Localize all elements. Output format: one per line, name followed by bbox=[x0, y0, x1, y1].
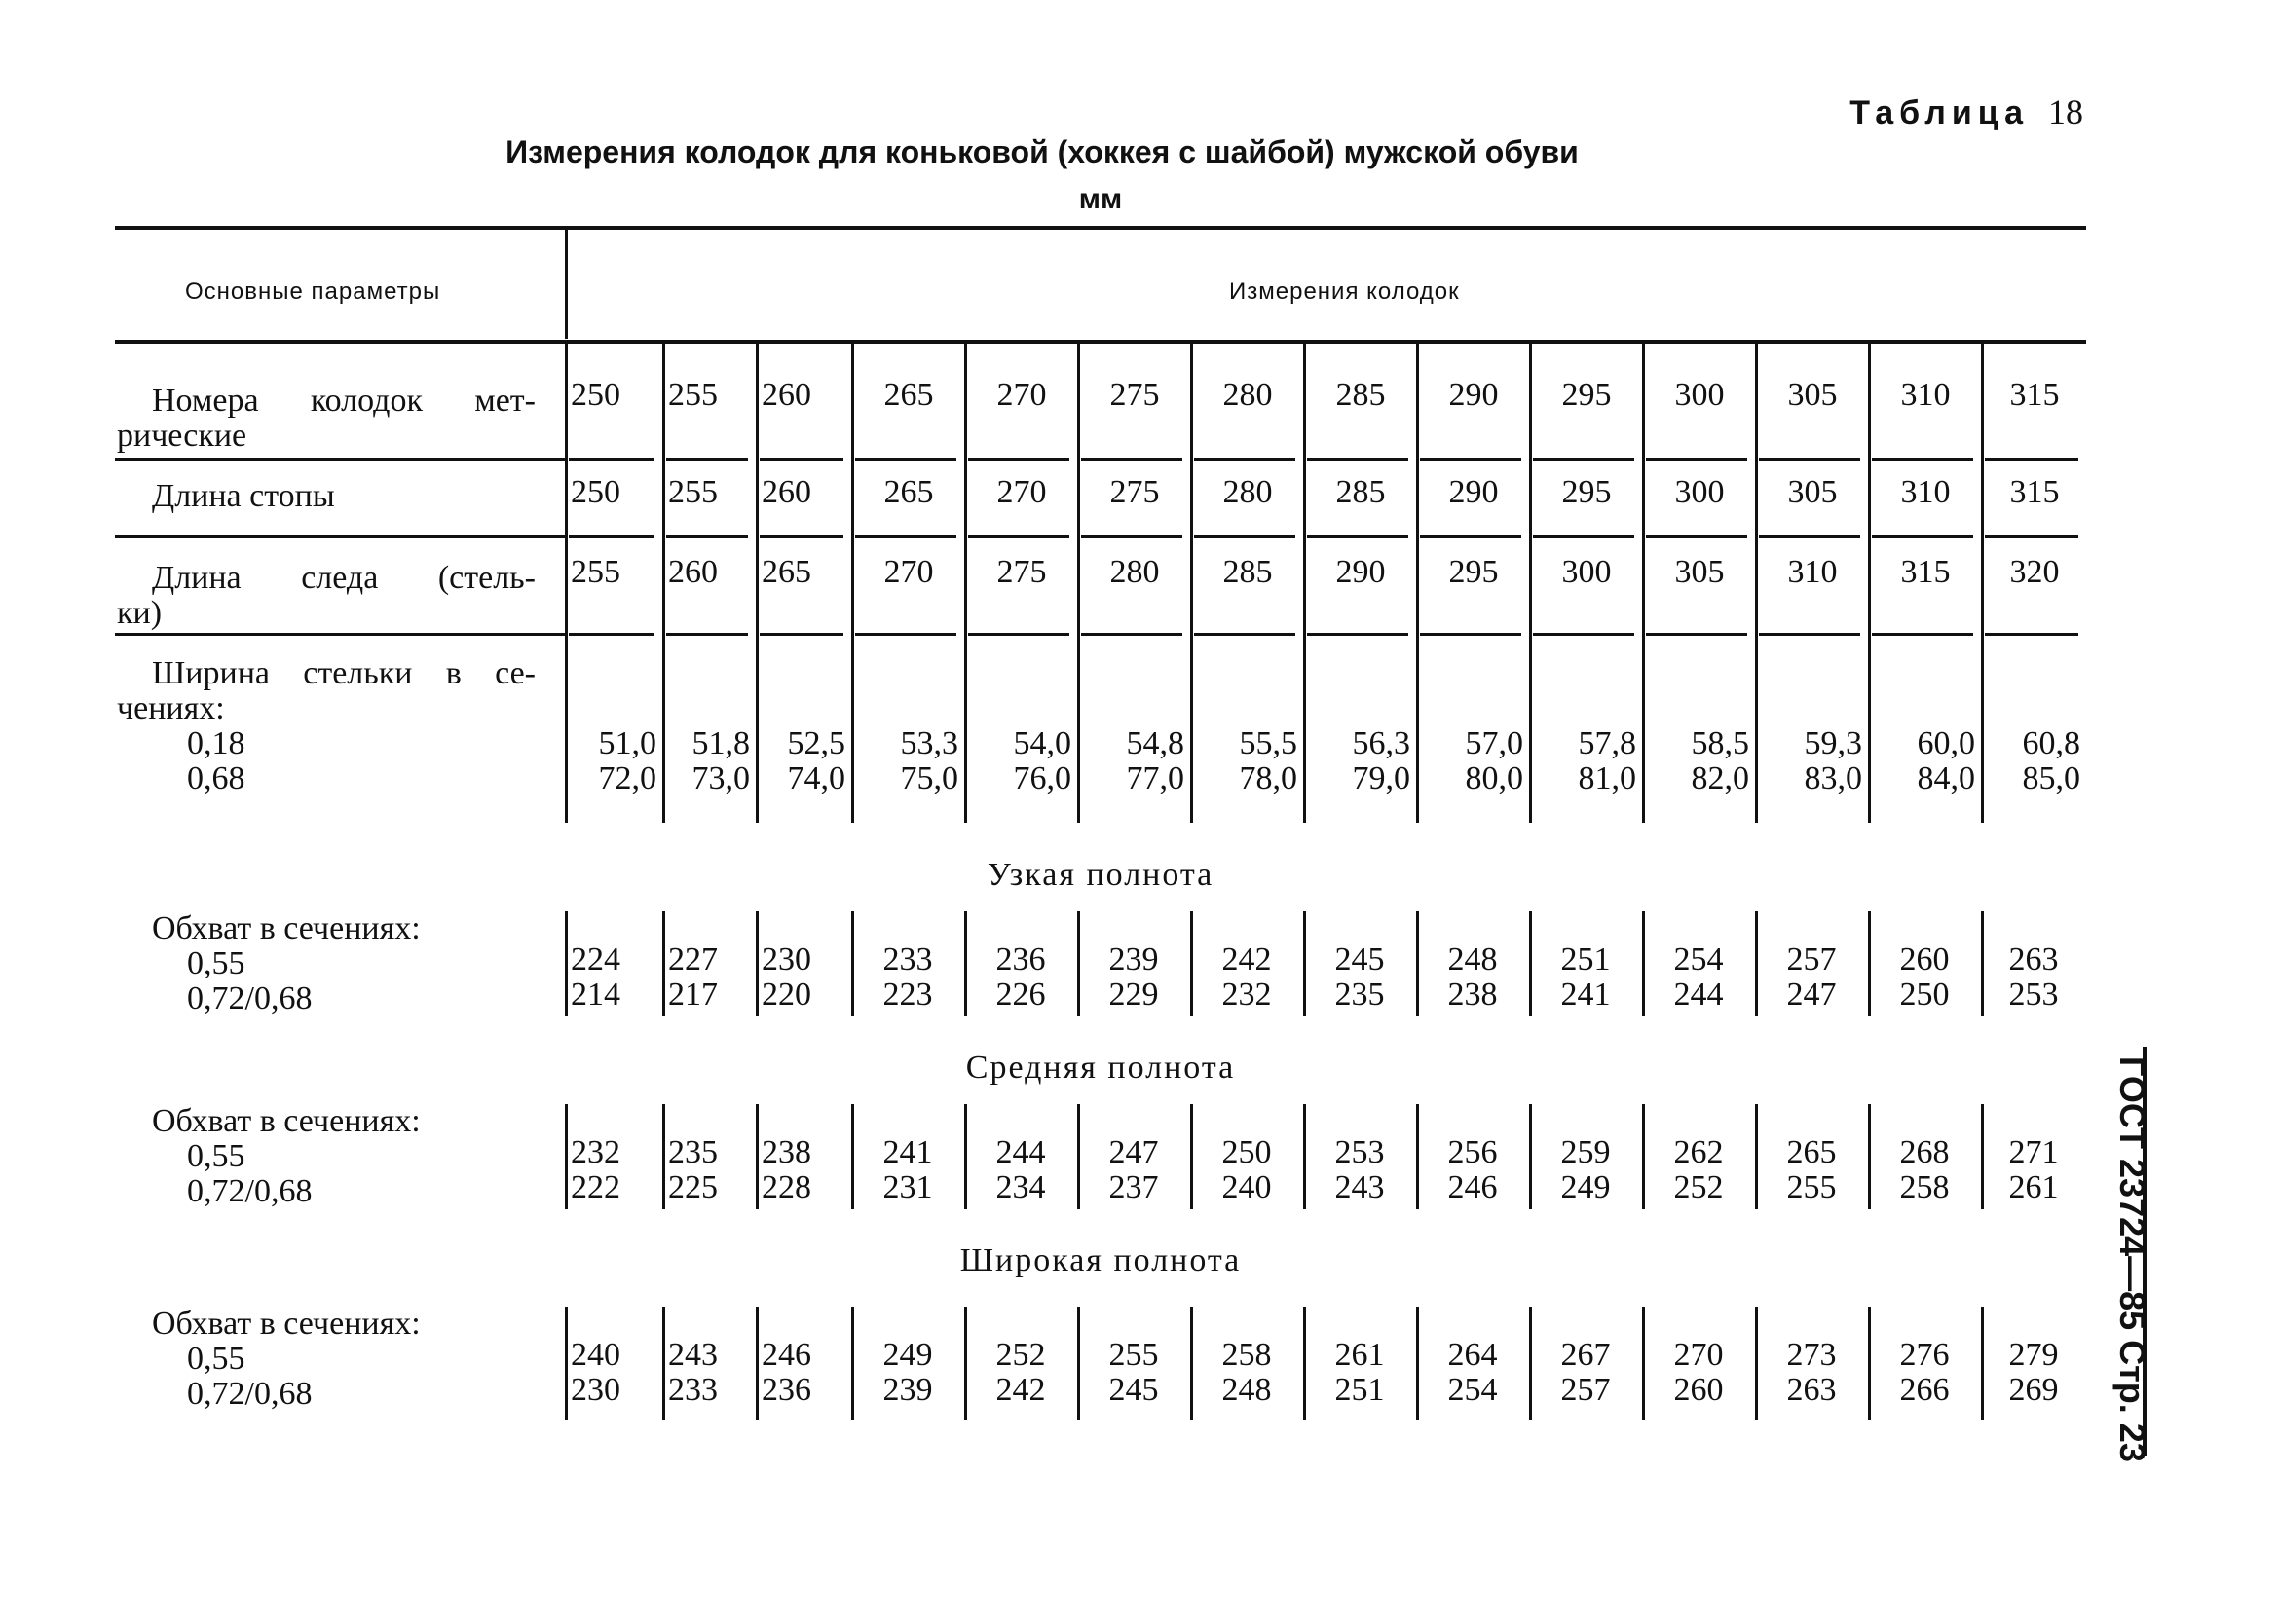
cell-value: 285 bbox=[1222, 554, 1273, 590]
row-rule bbox=[1646, 535, 1747, 538]
row-rule bbox=[666, 633, 748, 636]
column-divider bbox=[1303, 1104, 1306, 1209]
cell-value: 80,0 bbox=[1465, 760, 1523, 796]
cell-value: 214 bbox=[571, 977, 620, 1013]
row-rule bbox=[760, 535, 843, 538]
narrow-sub1: 0,55 bbox=[187, 945, 245, 981]
cell-value: 264 bbox=[1447, 1337, 1498, 1373]
column-divider bbox=[1190, 1104, 1193, 1209]
cell-value: 270 bbox=[1673, 1337, 1724, 1373]
cell-value: 268 bbox=[1899, 1134, 1950, 1170]
column-divider bbox=[662, 911, 665, 1016]
header-rule bbox=[115, 340, 2086, 344]
row-rule bbox=[1420, 535, 1521, 538]
column-divider bbox=[964, 1307, 967, 1420]
cell-value: 84,0 bbox=[1917, 760, 1975, 796]
nomera-line2: рические bbox=[117, 418, 247, 454]
table-label bbox=[1849, 92, 2083, 132]
section-title-wide: Широкая полнота bbox=[959, 1242, 1242, 1278]
cell-value: 257 bbox=[1786, 941, 1837, 978]
dlina-sleda-line2: ки) bbox=[117, 595, 163, 631]
cell-value: 78,0 bbox=[1239, 760, 1297, 796]
row-rule bbox=[1985, 458, 2078, 461]
cell-value: 252 bbox=[1673, 1169, 1724, 1205]
column-divider bbox=[1077, 911, 1080, 1016]
row-rule bbox=[1081, 458, 1182, 461]
row-rule bbox=[855, 535, 956, 538]
cell-value: 280 bbox=[1109, 554, 1160, 590]
cell-value: 252 bbox=[995, 1337, 1046, 1373]
row-rule bbox=[1872, 535, 1973, 538]
cell-value: 260 bbox=[668, 554, 718, 590]
cell-value: 263 bbox=[1786, 1372, 1837, 1408]
cell-value: 310 bbox=[1900, 474, 1951, 510]
side-note bbox=[2113, 1056, 2191, 1465]
cell-value: 280 bbox=[1222, 377, 1273, 413]
cell-value: 247 bbox=[1108, 1134, 1159, 1170]
shirina-sub2: 0,68 bbox=[187, 760, 245, 796]
table-caption: Измерения колодок для коньковой (хоккея с шайбой) мужской обуви bbox=[505, 134, 1579, 169]
column-divider bbox=[1190, 1307, 1193, 1420]
row-rule bbox=[855, 633, 956, 636]
cell-value: 230 bbox=[762, 941, 811, 978]
cell-value: 239 bbox=[882, 1372, 933, 1408]
column-divider bbox=[1868, 1307, 1871, 1420]
cell-value: 225 bbox=[668, 1169, 718, 1205]
row-rule bbox=[1194, 633, 1295, 636]
column-divider bbox=[565, 1307, 568, 1420]
cell-value: 249 bbox=[1560, 1169, 1611, 1205]
row-rule bbox=[1985, 633, 2078, 636]
cell-value: 257 bbox=[1560, 1372, 1611, 1408]
row-rule bbox=[1872, 458, 1973, 461]
cell-value: 233 bbox=[668, 1372, 718, 1408]
cell-value: 76,0 bbox=[1013, 760, 1071, 796]
cell-value: 230 bbox=[571, 1372, 620, 1408]
cell-value: 51,0 bbox=[598, 725, 656, 761]
section-title-narrow: Узкая полнота bbox=[987, 857, 1214, 893]
cell-value: 255 bbox=[571, 554, 620, 590]
column-divider bbox=[964, 1104, 967, 1209]
cell-value: 85,0 bbox=[2022, 760, 2080, 796]
column-divider bbox=[756, 911, 759, 1016]
shirina-sub1: 0,18 bbox=[187, 725, 245, 761]
header-measures: Измерения колодок bbox=[1229, 278, 1460, 305]
row-rule bbox=[1646, 633, 1747, 636]
cell-value: 235 bbox=[1334, 977, 1385, 1013]
row-rule bbox=[1533, 535, 1634, 538]
cell-value: 263 bbox=[2008, 941, 2059, 978]
cell-value: 300 bbox=[1561, 554, 1612, 590]
cell-value: 265 bbox=[883, 474, 934, 510]
column-divider bbox=[1190, 911, 1193, 1016]
cell-value: 236 bbox=[762, 1372, 811, 1408]
cell-value: 280 bbox=[1222, 474, 1273, 510]
table-number: 18 bbox=[2048, 92, 2083, 131]
narrow-sub2: 0,72/0,68 bbox=[187, 980, 313, 1016]
cell-value: 275 bbox=[996, 554, 1047, 590]
cell-value: 265 bbox=[883, 377, 934, 413]
cell-value: 260 bbox=[1899, 941, 1950, 978]
row-label-dlina-sleda bbox=[117, 561, 536, 631]
cell-value: 79,0 bbox=[1352, 760, 1410, 796]
row-rule bbox=[1307, 633, 1408, 636]
cell-value: 238 bbox=[1447, 977, 1498, 1013]
column-divider bbox=[1077, 1307, 1080, 1420]
cell-value: 250 bbox=[1221, 1134, 1272, 1170]
cell-value: 240 bbox=[571, 1337, 620, 1373]
cell-value: 243 bbox=[668, 1337, 718, 1373]
column-divider bbox=[662, 1104, 665, 1209]
cell-value: 279 bbox=[2008, 1337, 2059, 1373]
cell-value: 232 bbox=[571, 1134, 620, 1170]
cell-value: 59,3 bbox=[1804, 725, 1862, 761]
column-divider bbox=[1077, 1104, 1080, 1209]
row-rule bbox=[1985, 535, 2078, 538]
cell-value: 275 bbox=[1109, 377, 1160, 413]
cell-value: 60,0 bbox=[1917, 725, 1975, 761]
cell-value: 270 bbox=[996, 474, 1047, 510]
column-divider bbox=[1981, 1307, 1984, 1420]
cell-value: 266 bbox=[1899, 1372, 1950, 1408]
row-rule bbox=[1420, 633, 1521, 636]
column-divider bbox=[1981, 1104, 1984, 1209]
row-label-nomera bbox=[117, 384, 536, 454]
row-rule bbox=[569, 633, 654, 636]
cell-value: 255 bbox=[668, 377, 718, 413]
cell-value: 55,5 bbox=[1239, 725, 1297, 761]
row-rule bbox=[1194, 535, 1295, 538]
cell-value: 58,5 bbox=[1691, 725, 1749, 761]
cell-value: 229 bbox=[1108, 977, 1159, 1013]
cell-value: 295 bbox=[1448, 554, 1499, 590]
unit-label: мм bbox=[1078, 183, 1123, 215]
cell-value: 54,8 bbox=[1126, 725, 1184, 761]
cell-value: 228 bbox=[762, 1169, 811, 1205]
cell-value: 231 bbox=[882, 1169, 933, 1205]
narrow-label: Обхват в сечениях: bbox=[152, 910, 421, 946]
cell-value: 235 bbox=[668, 1134, 718, 1170]
row-rule-left bbox=[115, 633, 565, 636]
cell-value: 255 bbox=[1108, 1337, 1159, 1373]
header-params: Основные параметры bbox=[185, 278, 441, 305]
row-rule bbox=[1759, 535, 1860, 538]
cell-value: 54,0 bbox=[1013, 725, 1071, 761]
column-divider bbox=[662, 1307, 665, 1420]
cell-value: 260 bbox=[762, 377, 811, 413]
cell-value: 315 bbox=[1900, 554, 1951, 590]
cell-value: 285 bbox=[1335, 377, 1386, 413]
medium-sub2: 0,72/0,68 bbox=[187, 1173, 313, 1209]
cell-value: 255 bbox=[668, 474, 718, 510]
section-label-wide bbox=[152, 1307, 421, 1412]
cell-value: 77,0 bbox=[1126, 760, 1184, 796]
column-divider bbox=[1868, 1104, 1871, 1209]
column-divider bbox=[1529, 911, 1532, 1016]
cell-value: 57,0 bbox=[1465, 725, 1523, 761]
section-title-medium: Средняя полнота bbox=[965, 1050, 1236, 1086]
row-rule bbox=[1872, 633, 1973, 636]
cell-value: 276 bbox=[1899, 1337, 1950, 1373]
cell-value: 265 bbox=[762, 554, 811, 590]
cell-value: 290 bbox=[1448, 474, 1499, 510]
row-rule bbox=[569, 458, 654, 461]
header-divider bbox=[565, 230, 568, 339]
cell-value: 243 bbox=[1334, 1169, 1385, 1205]
row-rule bbox=[1646, 458, 1747, 461]
cell-value: 290 bbox=[1448, 377, 1499, 413]
cell-value: 251 bbox=[1334, 1372, 1385, 1408]
cell-value: 227 bbox=[668, 941, 718, 978]
cell-value: 320 bbox=[2009, 554, 2060, 590]
cell-value: 57,8 bbox=[1578, 725, 1636, 761]
column-divider bbox=[1755, 1307, 1758, 1420]
cell-value: 244 bbox=[1673, 977, 1724, 1013]
cell-value: 270 bbox=[996, 377, 1047, 413]
column-divider bbox=[1642, 1104, 1645, 1209]
cell-value: 258 bbox=[1221, 1337, 1272, 1373]
cell-value: 247 bbox=[1786, 977, 1837, 1013]
cell-value: 220 bbox=[762, 977, 811, 1013]
column-divider bbox=[1416, 1104, 1419, 1209]
cell-value: 75,0 bbox=[900, 760, 958, 796]
column-divider bbox=[1416, 1307, 1419, 1420]
row-rule bbox=[1081, 535, 1182, 538]
column-divider bbox=[1755, 911, 1758, 1016]
cell-value: 81,0 bbox=[1578, 760, 1636, 796]
row-rule bbox=[760, 633, 843, 636]
column-divider bbox=[1303, 911, 1306, 1016]
row-rule bbox=[1307, 458, 1408, 461]
cell-value: 83,0 bbox=[1804, 760, 1862, 796]
cell-value: 241 bbox=[882, 1134, 933, 1170]
cell-value: 222 bbox=[571, 1169, 620, 1205]
cell-value: 250 bbox=[571, 474, 620, 510]
cell-value: 241 bbox=[1560, 977, 1611, 1013]
row-rule bbox=[1081, 633, 1182, 636]
cell-value: 295 bbox=[1561, 377, 1612, 413]
nomera-line1: Номера колодок мет- bbox=[152, 383, 536, 419]
cell-value: 253 bbox=[1334, 1134, 1385, 1170]
column-divider bbox=[565, 911, 568, 1016]
cell-value: 255 bbox=[1786, 1169, 1837, 1205]
top-rule bbox=[115, 226, 2086, 230]
cell-value: 259 bbox=[1560, 1134, 1611, 1170]
cell-value: 51,8 bbox=[691, 725, 750, 761]
cell-value: 244 bbox=[995, 1134, 1046, 1170]
row-label-shirina bbox=[117, 656, 536, 796]
row-rule bbox=[968, 458, 1069, 461]
cell-value: 226 bbox=[995, 977, 1046, 1013]
column-divider bbox=[851, 911, 854, 1016]
wide-label: Обхват в сечениях: bbox=[152, 1306, 421, 1342]
cell-value: 234 bbox=[995, 1169, 1046, 1205]
cell-value: 248 bbox=[1447, 941, 1498, 978]
cell-value: 305 bbox=[1674, 554, 1725, 590]
cell-value: 224 bbox=[571, 941, 620, 978]
side-note-text: ГОСТ 23724—85 Стр. 23 bbox=[2112, 1056, 2152, 1462]
column-divider bbox=[565, 1104, 568, 1209]
row-rule-left bbox=[115, 458, 565, 461]
row-rule bbox=[968, 633, 1069, 636]
cell-value: 275 bbox=[1109, 474, 1160, 510]
cell-value: 250 bbox=[571, 377, 620, 413]
row-rule bbox=[968, 535, 1069, 538]
column-divider bbox=[1303, 1307, 1306, 1420]
column-divider bbox=[851, 1307, 854, 1420]
cell-value: 310 bbox=[1900, 377, 1951, 413]
row-rule bbox=[1420, 458, 1521, 461]
cell-value: 52,5 bbox=[787, 725, 845, 761]
cell-value: 238 bbox=[762, 1134, 811, 1170]
column-divider bbox=[1416, 911, 1419, 1016]
cell-value: 217 bbox=[668, 977, 718, 1013]
medium-sub1: 0,55 bbox=[187, 1138, 245, 1174]
section-label-medium bbox=[152, 1104, 421, 1209]
row-rule bbox=[1533, 633, 1634, 636]
cell-value: 249 bbox=[882, 1337, 933, 1373]
column-divider bbox=[1642, 911, 1645, 1016]
cell-value: 242 bbox=[1221, 941, 1272, 978]
wide-sub1: 0,55 bbox=[187, 1341, 245, 1377]
cell-value: 253 bbox=[2008, 977, 2059, 1013]
shirina-line2: чениях: bbox=[117, 690, 225, 726]
cell-value: 273 bbox=[1786, 1337, 1837, 1373]
cell-value: 242 bbox=[995, 1372, 1046, 1408]
cell-value: 74,0 bbox=[787, 760, 845, 796]
cell-value: 251 bbox=[1560, 941, 1611, 978]
column-divider bbox=[1642, 1307, 1645, 1420]
cell-value: 269 bbox=[2008, 1372, 2059, 1408]
cell-value: 310 bbox=[1787, 554, 1838, 590]
cell-value: 239 bbox=[1108, 941, 1159, 978]
cell-value: 60,8 bbox=[2022, 725, 2080, 761]
cell-value: 290 bbox=[1335, 554, 1386, 590]
cell-value: 73,0 bbox=[691, 760, 750, 796]
cell-value: 256 bbox=[1447, 1134, 1498, 1170]
cell-value: 265 bbox=[1786, 1134, 1837, 1170]
cell-value: 254 bbox=[1447, 1372, 1498, 1408]
cell-value: 300 bbox=[1674, 377, 1725, 413]
cell-value: 233 bbox=[882, 941, 933, 978]
row-rule bbox=[855, 458, 956, 461]
cell-value: 260 bbox=[1673, 1372, 1724, 1408]
cell-value: 260 bbox=[762, 474, 811, 510]
shirina-line1: Ширина стельки в се- bbox=[152, 655, 536, 691]
cell-value: 245 bbox=[1334, 941, 1385, 978]
column-divider bbox=[1529, 1307, 1532, 1420]
wide-sub2: 0,72/0,68 bbox=[187, 1376, 313, 1412]
cell-value: 246 bbox=[1447, 1169, 1498, 1205]
cell-value: 254 bbox=[1673, 941, 1724, 978]
row-rule bbox=[569, 535, 654, 538]
section-label-narrow bbox=[152, 911, 421, 1016]
cell-value: 72,0 bbox=[598, 760, 656, 796]
cell-value: 223 bbox=[882, 977, 933, 1013]
cell-value: 248 bbox=[1221, 1372, 1272, 1408]
cell-value: 250 bbox=[1899, 977, 1950, 1013]
cell-value: 285 bbox=[1335, 474, 1386, 510]
cell-value: 295 bbox=[1561, 474, 1612, 510]
dlina-sleda-line1: Длина следа (стель- bbox=[152, 560, 536, 596]
cell-value: 262 bbox=[1673, 1134, 1724, 1170]
cell-value: 315 bbox=[2009, 474, 2060, 510]
row-rule bbox=[760, 458, 843, 461]
cell-value: 232 bbox=[1221, 977, 1272, 1013]
column-divider bbox=[1529, 1104, 1532, 1209]
table-label-word: Таблица bbox=[1849, 94, 2029, 131]
row-label-dlina-stopy: Длина стопы bbox=[152, 478, 335, 514]
cell-value: 240 bbox=[1221, 1169, 1272, 1205]
cell-value: 305 bbox=[1787, 474, 1838, 510]
cell-value: 258 bbox=[1899, 1169, 1950, 1205]
row-rule-left bbox=[115, 535, 565, 538]
cell-value: 270 bbox=[883, 554, 934, 590]
column-divider bbox=[1868, 911, 1871, 1016]
row-rule bbox=[1307, 535, 1408, 538]
column-divider bbox=[964, 911, 967, 1016]
column-divider bbox=[756, 1104, 759, 1209]
row-rule bbox=[1759, 633, 1860, 636]
row-rule bbox=[666, 535, 748, 538]
row-rule bbox=[1759, 458, 1860, 461]
cell-value: 237 bbox=[1108, 1169, 1159, 1205]
cell-value: 315 bbox=[2009, 377, 2060, 413]
cell-value: 261 bbox=[1334, 1337, 1385, 1373]
column-divider bbox=[851, 1104, 854, 1209]
cell-value: 82,0 bbox=[1691, 760, 1749, 796]
row-rule bbox=[666, 458, 748, 461]
cell-value: 261 bbox=[2008, 1169, 2059, 1205]
cell-value: 271 bbox=[2008, 1134, 2059, 1170]
cell-value: 246 bbox=[762, 1337, 811, 1373]
row-rule bbox=[1194, 458, 1295, 461]
cell-value: 236 bbox=[995, 941, 1046, 978]
cell-value: 245 bbox=[1108, 1372, 1159, 1408]
medium-label: Обхват в сечениях: bbox=[152, 1103, 421, 1139]
row-rule bbox=[1533, 458, 1634, 461]
column-divider bbox=[1755, 1104, 1758, 1209]
column-divider bbox=[1981, 911, 1984, 1016]
column-divider bbox=[756, 1307, 759, 1420]
cell-value: 267 bbox=[1560, 1337, 1611, 1373]
cell-value: 300 bbox=[1674, 474, 1725, 510]
cell-value: 53,3 bbox=[900, 725, 958, 761]
cell-value: 305 bbox=[1787, 377, 1838, 413]
cell-value: 56,3 bbox=[1352, 725, 1410, 761]
